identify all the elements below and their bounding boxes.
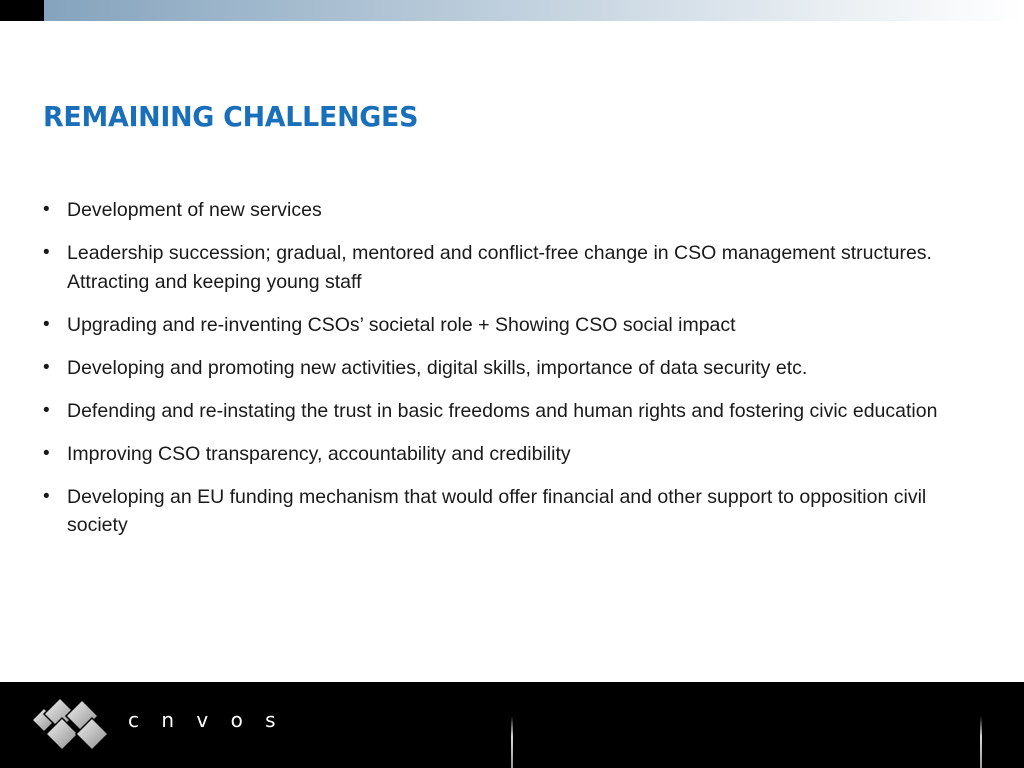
bullet-item: • Leadership succession; gradual, mentored and conflict-free change in CSO management structures. Attracting and keeping young staff [43, 239, 973, 296]
bullet-item: • Developing an EU funding mechanism that would offer financial and other support to opposition civil society [43, 483, 973, 540]
footer-bar [0, 682, 1024, 768]
footer-divider [511, 716, 513, 768]
bullet-item: • Improving CSO transparency, accountability and credibility [43, 440, 973, 469]
diamond-cluster-icon [26, 696, 116, 752]
slide-title: REMAINING CHALLENGES [43, 100, 419, 133]
bullet-list [43, 196, 973, 554]
top-bar-black-block [0, 0, 44, 21]
top-gradient-bar [0, 0, 1024, 21]
bullet-item: • Upgrading and re-inventing CSOs’ societal role + Showing CSO social impact [43, 311, 973, 340]
logo-wordmark: c n v o s [128, 708, 277, 732]
bullet-item: • Developing and promoting new activities, digital skills, importance of data security etc. [43, 354, 973, 383]
bullet-item: • Development of new services [43, 196, 973, 225]
bullet-item: • Defending and re-instating the trust in basic freedoms and human rights and fostering civic education [43, 397, 973, 426]
footer-divider [980, 716, 982, 768]
